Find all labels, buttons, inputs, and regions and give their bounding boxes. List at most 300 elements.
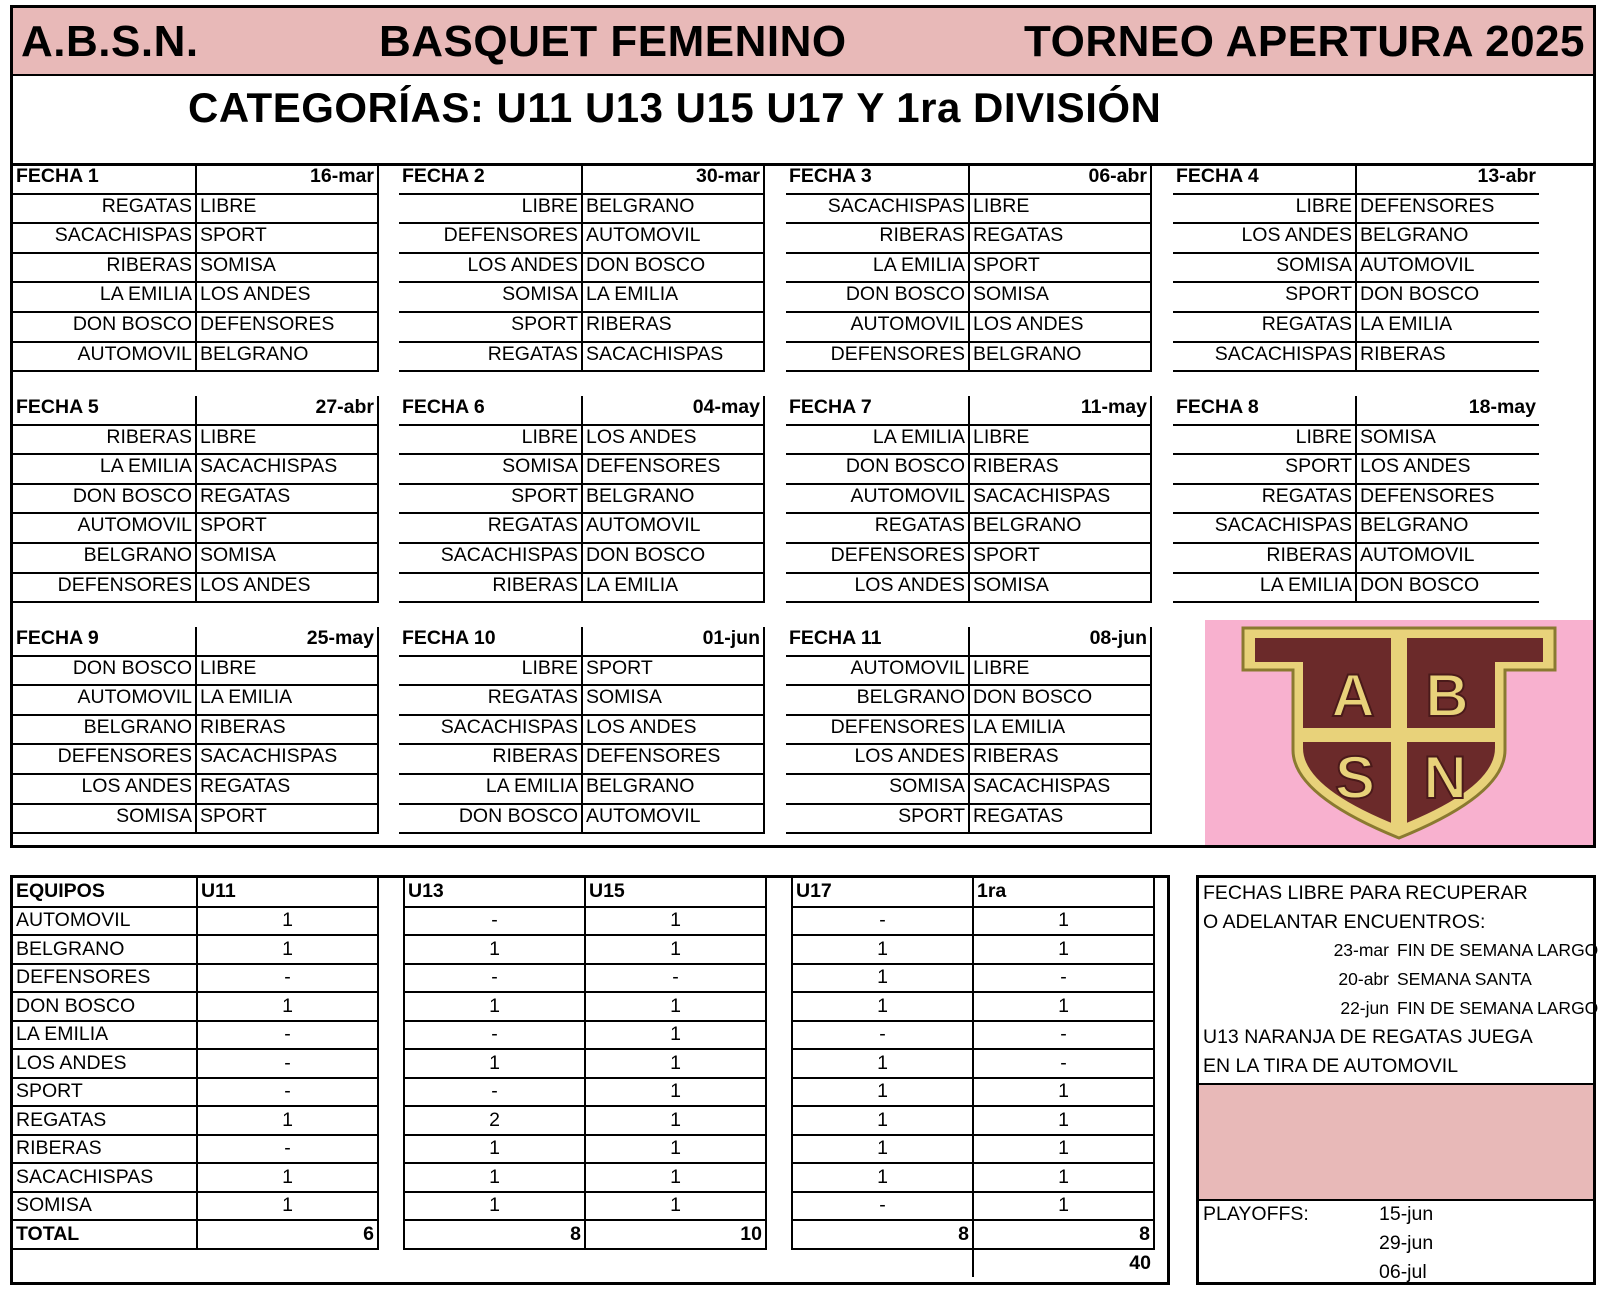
away-team: DEFENSORES [586,745,721,768]
count-cell: 1 [792,964,973,993]
playoffs-label: PLAYOFFS: [1203,1203,1309,1225]
match-row [786,745,1150,775]
count-cell: 1 [197,1163,378,1192]
count-cell: U13 [404,878,585,907]
match-row [399,426,763,456]
fecha-block [399,165,765,372]
count-cell: 1 [585,1192,766,1221]
home-team: DEFENSORES [786,544,970,572]
home-team: REGATAS [399,686,583,714]
home-team: DEFENSORES [786,716,970,744]
away-team: SPORT [973,543,1040,566]
away-team: SPORT [200,804,267,827]
fecha-block [13,627,379,834]
fecha-header [786,396,1150,426]
fecha-block [786,165,1152,372]
match-row [786,455,1150,485]
fecha-label: FECHA 6 [399,396,583,424]
fecha-date: 27-abr [315,396,374,418]
home-team: LA EMILIA [399,775,583,803]
fecha-date: 16-mar [310,165,374,187]
count-cell: 1 [404,1049,585,1078]
away-team: LA EMILIA [1360,312,1453,335]
away-team: LIBRE [200,194,257,217]
away-team: SPORT [200,514,267,537]
fecha-date: 18-may [1468,396,1536,418]
shield-icon [1205,620,1593,845]
fecha-label: FECHA 10 [399,627,583,655]
fecha-date: 30-mar [696,165,760,187]
fecha-header [13,165,377,195]
match-row [399,775,763,805]
count-cell: - [197,964,378,993]
match-row [1173,455,1539,485]
fecha-label: FECHA 5 [13,396,197,424]
team-cell: LOS ANDES [13,1049,197,1078]
fecha-header [399,396,763,426]
fecha-label: FECHA 8 [1173,396,1357,424]
count-cell: - [197,1049,378,1078]
match-row [786,805,1150,835]
match-row [13,195,377,225]
column-gap [766,878,792,907]
info-panel [1196,875,1599,1285]
fecha-header [1173,165,1539,195]
fecha-header [1173,396,1539,426]
count-cell: 1 [792,1135,973,1164]
count-cell: 1 [404,935,585,964]
match-row [786,686,1150,716]
tournament-title: TORNEO APERTURA 2025 [1024,17,1585,66]
match-row [13,805,377,835]
home-team: LOS ANDES [1173,224,1357,252]
logo-letter: A [1331,662,1375,729]
categories-title: CATEGORÍAS: U11 U13 U15 U17 Y 1ra DIVISIÓN [188,84,1162,131]
fecha-label: FECHA 11 [786,627,970,655]
home-team: DEFENSORES [13,745,197,773]
fecha-date: 13-abr [1477,165,1536,187]
team-cell: SACACHISPAS [13,1163,197,1192]
column-gap [766,1078,792,1107]
count-cell: 1 [585,1049,766,1078]
match-row [399,224,763,254]
match-row [13,254,377,284]
match-row [1173,224,1539,254]
empty-cell [13,1249,973,1278]
table-row [13,1049,1154,1078]
grand-total-row [13,1249,1154,1278]
fecha-date: 11-may [1080,396,1147,418]
away-team: BELGRANO [973,514,1082,537]
match-row [1173,313,1539,343]
column-gap [766,1049,792,1078]
libre-date: 22-jun [1340,998,1389,1018]
away-team: SACACHISPAS [973,484,1111,507]
match-row [1173,574,1539,604]
match-row [13,455,377,485]
home-team: DON BOSCO [786,283,970,311]
count-cell: U15 [585,878,766,907]
count-cell: 1 [792,1163,973,1192]
fecha-date: 04-may [692,396,760,418]
away-team: LIBRE [200,425,257,448]
team-cell: REGATAS [13,1106,197,1135]
fecha-date: 25-may [306,627,374,649]
home-team: RIBERAS [399,574,583,602]
match-row [1173,485,1539,515]
away-team: SACACHISPAS [973,774,1111,797]
table-header [13,878,1154,907]
count-cell: 1 [792,1078,973,1107]
away-team: LOS ANDES [586,425,697,448]
column-gap [766,1135,792,1164]
home-team: REGATAS [399,343,583,371]
home-team: SPORT [786,805,970,833]
home-team: RIBERAS [786,224,970,252]
away-team: RIBERAS [973,455,1059,478]
header-bar [13,8,1593,76]
home-team: RIBERAS [399,745,583,773]
fecha-block [399,627,765,834]
match-row [1173,544,1539,574]
match-row [1173,254,1539,284]
column-gap [378,992,404,1021]
team-cell: TOTAL [13,1220,197,1249]
away-team: SOMISA [973,573,1049,596]
away-team: SOMISA [586,686,662,709]
away-team: DEFENSORES [1360,484,1495,507]
match-row [399,805,763,835]
home-team: SACACHISPAS [1173,343,1357,371]
away-team: LA EMILIA [586,573,679,596]
away-team: LOS ANDES [1360,455,1471,478]
away-team: LA EMILIA [973,715,1066,738]
count-cell: 1 [585,1021,766,1050]
match-row [1173,195,1539,225]
count-cell: 1 [973,1163,1154,1192]
libre-desc: SEMANA SANTA [1397,969,1532,989]
away-team: RIBERAS [586,312,672,335]
count-cell: 1 [585,992,766,1021]
logo-letter: N [1423,744,1467,811]
count-cell: U17 [792,878,973,907]
fecha-label: FECHA 7 [786,396,970,424]
match-row [13,657,377,687]
fecha-block [399,396,765,603]
equipos-table-box [10,875,1170,1285]
match-row [13,426,377,456]
count-cell: 1 [197,1192,378,1221]
away-team: RIBERAS [1360,342,1446,365]
column-gap [378,1078,404,1107]
grand-total: 40 [1129,1251,1151,1274]
home-team: AUTOMOVIL [13,686,197,714]
count-cell: 1 [404,1163,585,1192]
count-cell: 6 [197,1220,378,1249]
team-cell: EQUIPOS [13,878,197,907]
home-team: SACACHISPAS [786,195,970,223]
match-row [786,514,1150,544]
away-team: REGATAS [200,774,291,797]
column-gap [378,1106,404,1135]
playoff-date: 06-jul [1379,1261,1427,1283]
home-team: LOS ANDES [399,254,583,282]
team-cell: RIBERAS [13,1135,197,1164]
libre-date: 23-mar [1333,940,1389,960]
table-row [13,964,1154,993]
team-cell: LA EMILIA [13,1021,197,1050]
away-team: LIBRE [973,425,1030,448]
fecha-header [13,396,377,426]
away-team: BELGRANO [586,194,695,217]
count-cell: 1 [973,1192,1154,1221]
away-team: DEFENSORES [586,455,721,478]
table-row [13,1135,1154,1164]
match-row [1173,426,1539,456]
away-team: SOMISA [1360,425,1436,448]
count-cell: 1 [973,992,1154,1021]
home-team: RIBERAS [13,254,197,282]
away-team: AUTOMOVIL [586,514,701,537]
count-cell: 1 [792,1106,973,1135]
count-cell: 1 [197,935,378,964]
logo-letter: B [1425,662,1469,729]
match-row [13,745,377,775]
org-title: A.B.S.N. [21,17,199,66]
match-row [786,775,1150,805]
home-team: SACACHISPAS [1173,514,1357,542]
team-cell: SOMISA [13,1192,197,1221]
column-gap [766,1106,792,1135]
home-team: DON BOSCO [13,313,197,341]
count-cell: 1 [792,935,973,964]
away-team: LA EMILIA [586,283,679,306]
count-cell: - [973,1021,1154,1050]
team-cell: DON BOSCO [13,992,197,1021]
home-team: AUTOMOVIL [13,343,197,371]
match-row [1173,283,1539,313]
match-row [13,313,377,343]
home-team: SACACHISPAS [399,716,583,744]
column-gap [766,935,792,964]
count-cell: 1 [197,1106,378,1135]
away-team: LIBRE [973,194,1030,217]
count-cell: - [404,907,585,936]
match-row [399,544,763,574]
home-team: RIBERAS [1173,544,1357,572]
home-team: DEFENSORES [786,343,970,371]
table-row [13,1021,1154,1050]
home-team: LOS ANDES [786,745,970,773]
match-row [399,657,763,687]
match-row [399,514,763,544]
match-row [13,686,377,716]
away-team: LOS ANDES [973,312,1084,335]
away-team: REGATAS [973,224,1064,247]
away-team: AUTOMOVIL [586,224,701,247]
team-cell: AUTOMOVIL [13,907,197,936]
home-team: SOMISA [786,775,970,803]
match-row [399,195,763,225]
match-row [13,514,377,544]
absn-logo [1205,620,1593,845]
column-gap [766,1192,792,1221]
match-row [786,426,1150,456]
fecha-block [13,396,379,603]
table-row [13,992,1154,1021]
away-team: RIBERAS [973,745,1059,768]
away-team: SPORT [973,253,1040,276]
column-gap [378,1163,404,1192]
home-team: DEFENSORES [399,224,583,252]
fecha-block [13,165,379,372]
home-team: BELGRANO [13,716,197,744]
table-row [13,935,1154,964]
away-team: BELGRANO [586,484,695,507]
column-gap [378,1049,404,1078]
count-cell: 1 [585,1135,766,1164]
match-row [786,343,1150,373]
match-row [399,745,763,775]
away-team: SACACHISPAS [200,455,338,478]
home-team: SACACHISPAS [399,544,583,572]
away-team: SOMISA [200,543,276,566]
libre-desc: FIN DE SEMANA LARGO [1397,998,1599,1018]
match-row [13,574,377,604]
away-team: BELGRANO [1360,224,1469,247]
count-cell: - [792,1192,973,1221]
match-row [786,254,1150,284]
away-team: REGATAS [200,484,291,507]
fecha-label: FECHA 9 [13,627,197,655]
team-cell: SPORT [13,1078,197,1107]
fecha-date: 01-jun [702,627,760,649]
count-cell: - [197,1135,378,1164]
home-team: REGATAS [399,514,583,542]
fecha-label: FECHA 1 [13,165,197,193]
home-team: LIBRE [399,657,583,685]
match-row [786,195,1150,225]
match-row [13,716,377,746]
column-gap [378,907,404,936]
column-gap [378,1135,404,1164]
home-team: SPORT [1173,455,1357,483]
match-row [786,716,1150,746]
match-row [13,283,377,313]
home-team: SOMISA [1173,254,1357,282]
home-team: LOS ANDES [786,574,970,602]
note-line: U13 NARANJA DE REGATAS JUEGA [1203,1026,1533,1048]
match-row [399,485,763,515]
away-team: AUTOMOVIL [1360,543,1475,566]
fecha-header [786,627,1150,657]
count-cell: U11 [197,878,378,907]
table-row [13,907,1154,936]
count-cell: 1ra [973,878,1154,907]
home-team: SOMISA [399,455,583,483]
fecha-header [399,627,763,657]
fixture-sheet [10,5,1596,848]
count-cell: - [404,964,585,993]
count-cell: 1 [585,935,766,964]
away-team: LOS ANDES [200,283,311,306]
team-cell: BELGRANO [13,935,197,964]
match-row [786,224,1150,254]
column-gap [378,878,404,907]
home-team: SOMISA [399,283,583,311]
count-cell: 1 [973,935,1154,964]
libre-desc: FIN DE SEMANA LARGO [1397,940,1599,960]
count-cell: 10 [585,1220,766,1249]
home-team: BELGRANO [786,686,970,714]
away-team: RIBERAS [200,715,286,738]
libre-date: 20-abr [1338,969,1389,989]
fecha-header [786,165,1150,195]
count-cell: 1 [585,907,766,936]
count-cell: 8 [404,1220,585,1249]
match-row [786,485,1150,515]
home-team: DON BOSCO [786,455,970,483]
libre-title: FECHAS LIBRE PARA RECUPERAR [1203,882,1528,904]
away-team: SACACHISPAS [586,342,724,365]
count-cell: - [973,964,1154,993]
match-row [786,313,1150,343]
fecha-date: 08-jun [1089,627,1147,649]
match-row [13,485,377,515]
away-team: AUTOMOVIL [1360,253,1475,276]
away-team: DEFENSORES [200,312,335,335]
column-gap [378,1192,404,1221]
home-team: SOMISA [13,805,197,833]
logo-letter: S [1334,744,1376,811]
away-team: REGATAS [973,804,1064,827]
fecha-date: 06-abr [1088,165,1147,187]
column-gap [766,1021,792,1050]
count-cell: 1 [792,992,973,1021]
match-row [786,657,1150,687]
count-cell: - [404,1021,585,1050]
table-row [13,1192,1154,1221]
fecha-block [1173,165,1539,372]
home-team: DON BOSCO [13,657,197,685]
fecha-block [786,627,1152,834]
match-row [399,343,763,373]
away-team: DON BOSCO [1360,283,1480,306]
table-row [13,1078,1154,1107]
column-gap [378,1021,404,1050]
away-team: LA EMILIA [200,686,293,709]
equipos-table [13,878,1155,1277]
match-row [399,455,763,485]
home-team: AUTOMOVIL [786,485,970,513]
home-team: SPORT [1173,283,1357,311]
home-team: LA EMILIA [13,283,197,311]
home-team: REGATAS [1173,313,1357,341]
away-team: SPORT [200,224,267,247]
match-row [13,343,377,373]
match-row [1173,343,1539,373]
away-team: SOMISA [200,253,276,276]
away-team: BELGRANO [200,342,309,365]
home-team: LA EMILIA [786,254,970,282]
column-gap [766,907,792,936]
match-row [399,686,763,716]
column-gap [766,1163,792,1192]
away-team: BELGRANO [1360,514,1469,537]
away-team: BELGRANO [973,342,1082,365]
away-team: AUTOMOVIL [586,804,701,827]
fecha-label: FECHA 4 [1173,165,1357,193]
